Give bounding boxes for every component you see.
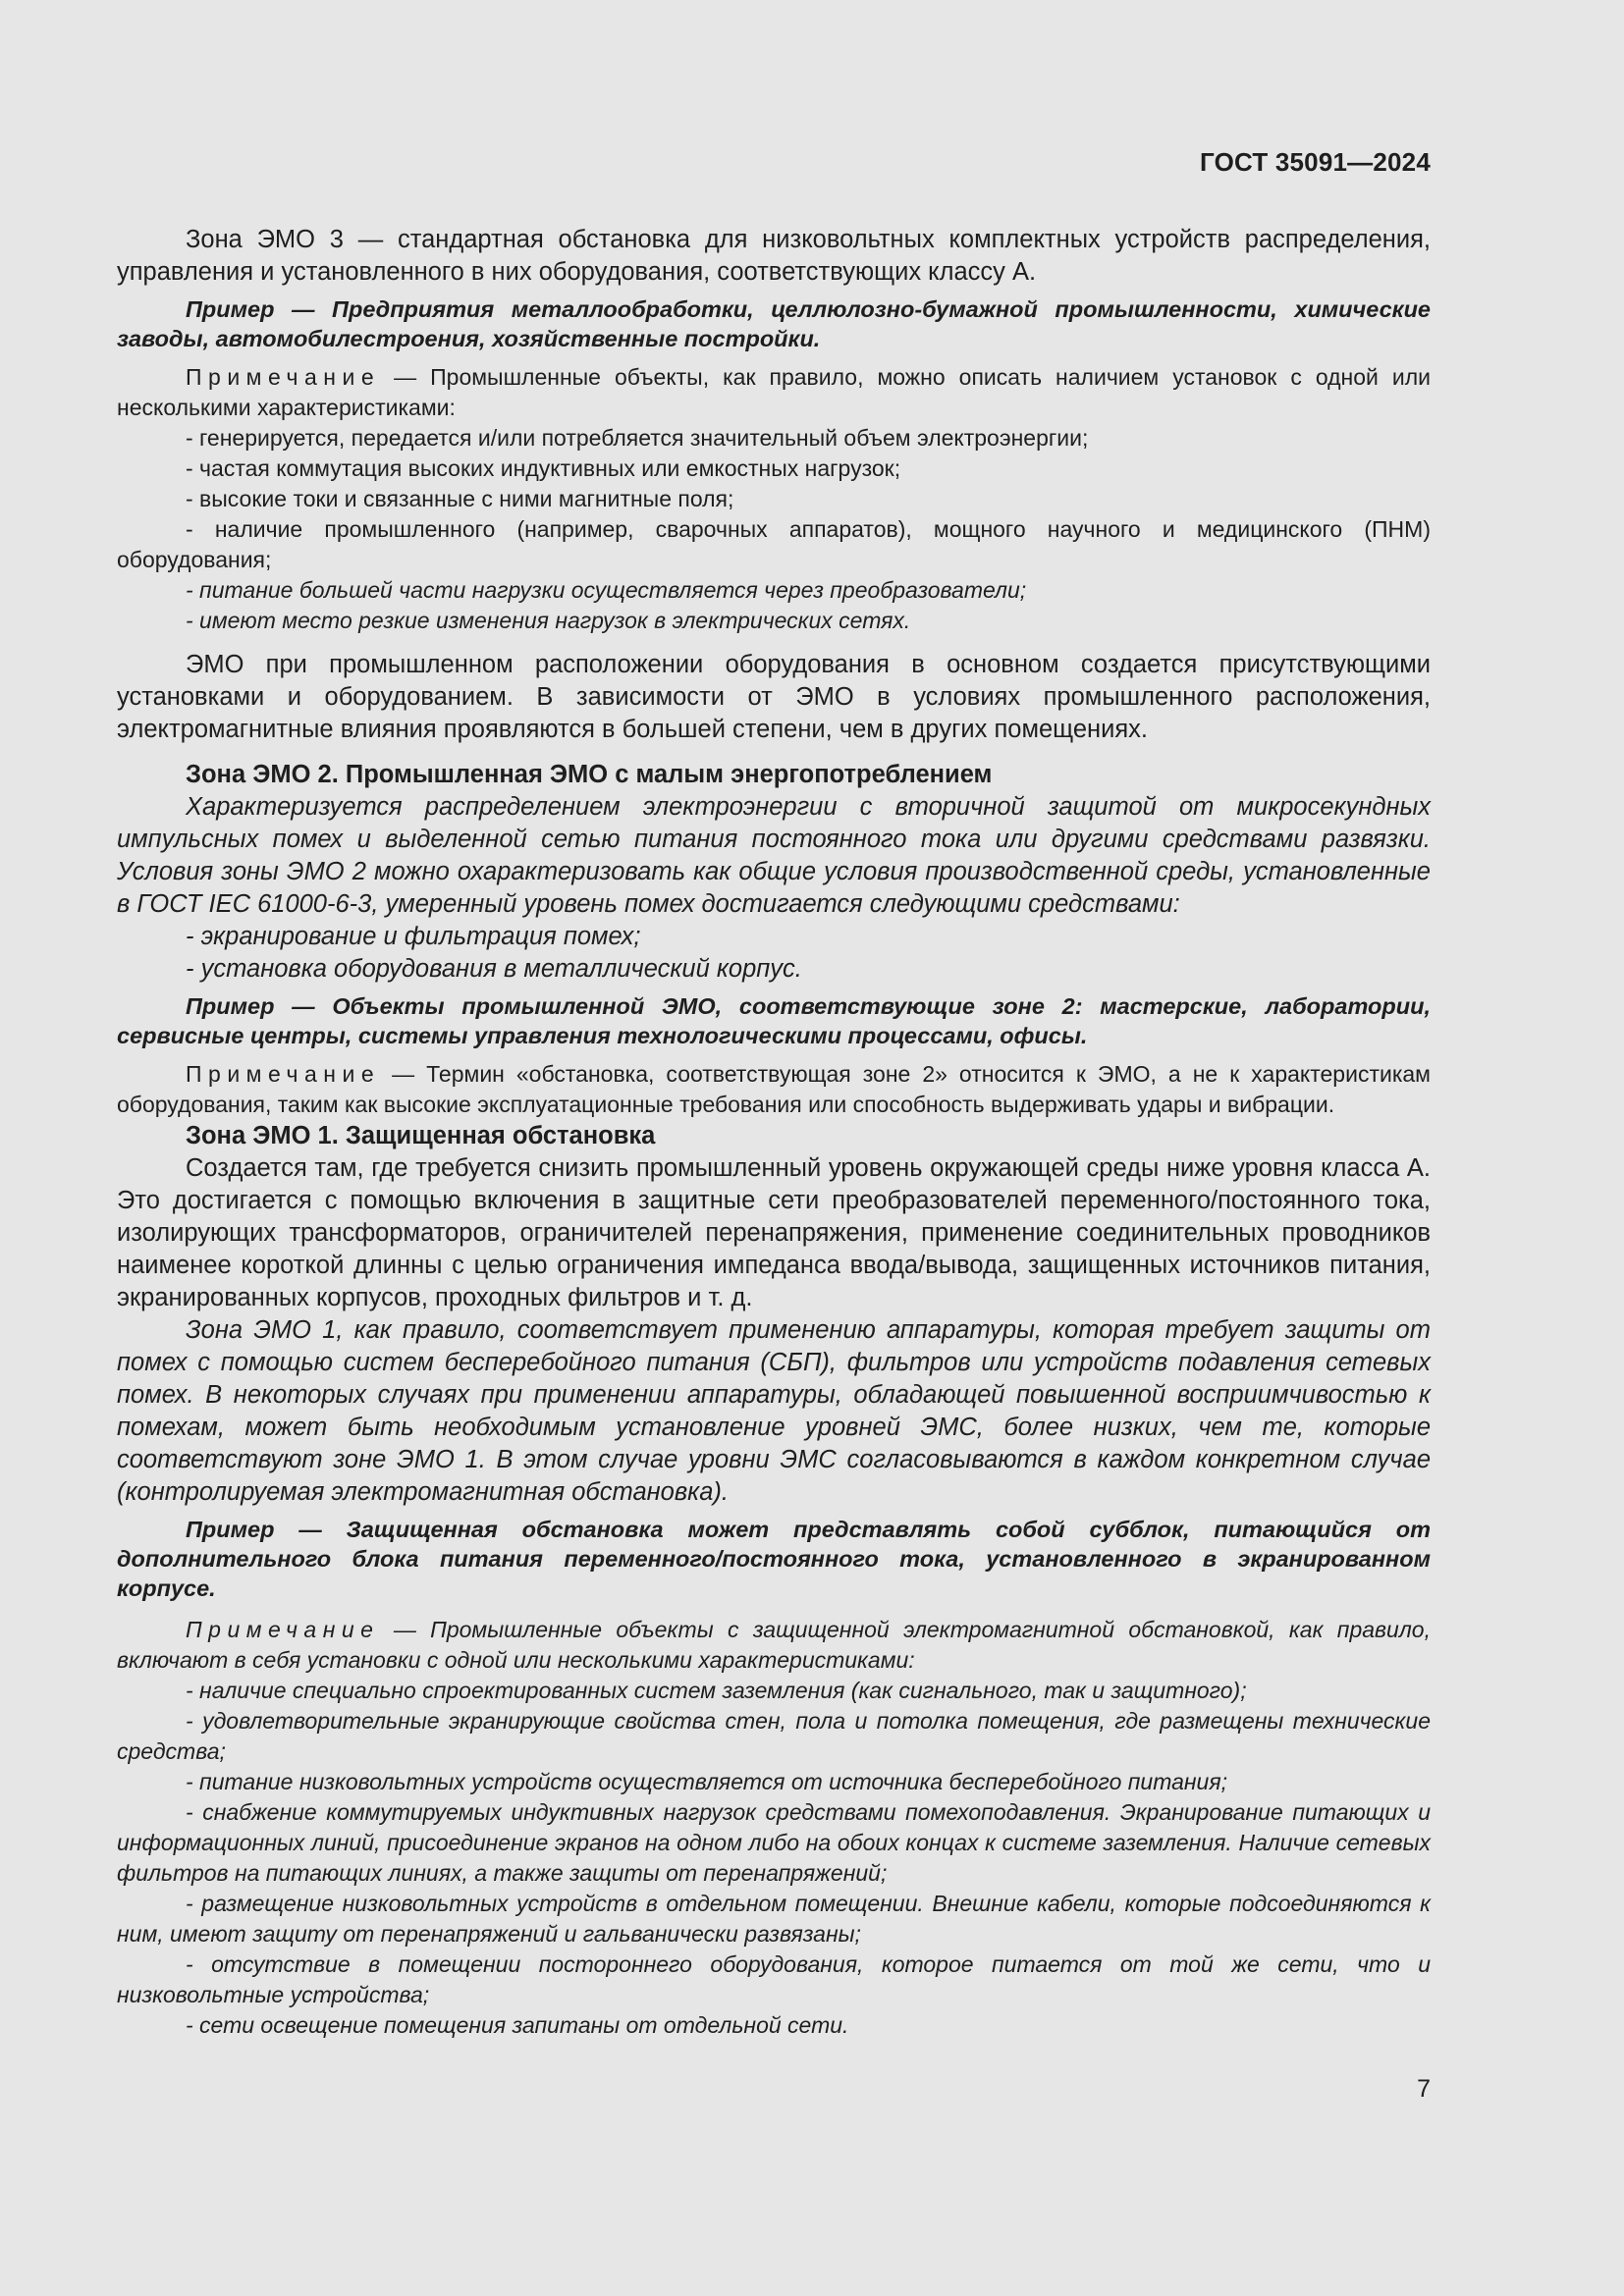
zone3-intro-paragraph: Зона ЭМО 3 — стандартная обстановка для низковольтных комплектных устройств распределения, управления и установленного в них оборудования, соответствующих классу А.: [117, 226, 1431, 286]
zone1-note: [117, 1615, 1431, 1676]
zone3-list-item: - генерируется, передается и/или потребляется значительный объем электроэнергии;: [186, 425, 1089, 451]
document-id: ГОСТ 35091—2024: [1200, 147, 1431, 177]
note-text: — Промышленные объекты, как правило, можно описать наличием установок с одной или несколькими характеристиками:: [117, 364, 1431, 420]
note-text: — Термин «обстановка, соответствующая зоне 2» относится к ЭМО, а не к характеристикам оборудования, таким как высокие эксплуатационные требования или способность выдерживать удары и вибрации.: [117, 1061, 1431, 1117]
zone2-example: Пример — Объекты промышленной ЭМО, соответствующие зоне 2: мастерские, лаборатории, сервисные центры, системы управления технологическими процессами, офисы.: [117, 993, 1431, 1048]
zone1-list-item: - снабжение коммутируемых индуктивных нагрузок средствами помехоподавления. Экранирование питающих и информационных линий, присоединение экранов на одном либо на обоих концах к системе заземления. Наличие сетевых фильтров на питающих линиях, а также защиты от перенапряжений;: [117, 1799, 1431, 1886]
note-label: Примечание: [186, 364, 381, 390]
zone3-list-item: - частая коммутация высоких индуктивных или емкостных нагрузок;: [186, 455, 901, 481]
page-number: 7: [1417, 2075, 1431, 2103]
note-label: Примечание: [186, 1061, 381, 1087]
note-text: — Промышленные объекты с защищенной электромагнитной обстановкой, как правило, включают в себя установки с одной или несколькими характеристиками:: [117, 1617, 1431, 1673]
zone2-note: [117, 1059, 1431, 1120]
zone3-list-item: - имеют место резкие изменения нагрузок в электрических сетях.: [186, 608, 911, 633]
zone1-list-item: - размещение низковольтных устройств в отдельном помещении. Внешние кабели, которые подсоединяются к ним, имеют защиту от перенапряжений и гальванически развязаны;: [117, 1891, 1431, 1947]
zone2-paragraph: Характеризуется распределением электроэнергии с вторичной защитой от микросекундных импульсных помех и выделенной сетью питания постоянного тока или другими средствами развязки. Условия зоны ЭМО 2 можно охарактеризовать как общие условия производственной среды, установленные в ГОСТ IEC 61000-6-3, умеренный уровень помех достигается следующими средствами:: [117, 793, 1431, 918]
zone1-list-item: - наличие специально спроектированных систем заземления (как сигнального, так и защитного);: [186, 1678, 1247, 1703]
zone3-note: [117, 362, 1431, 423]
zone2-list-item: - экранирование и фильтрация помех;: [186, 923, 641, 950]
zone1-list-item: - отсутствие в помещении постороннего оборудования, которое питается от той же сети, что и низковольтные устройства;: [117, 1951, 1431, 2007]
zone3-list-item: - высокие токи и связанные с ними магнитные поля;: [186, 486, 734, 511]
zone1-paragraph: Создается там, где требуется снизить промышленный уровень окружающей среды ниже уровня класса А. Это достигается с помощью включения в защитные сети преобразователей переменного/постоянного тока, изолирующих трансформаторов, ограничителей перенапряжения, применение соединительных проводников наименее короткой длинны с целью ограничения импеданса ввода/вывода, защищенных источников питания, экранированных корпусов, проходных фильтров и т. д.: [117, 1154, 1431, 1311]
zone3-example: Пример — Предприятия металлообработки, целлюлозно-бумажной промышленности, химические заводы, автомобилестроения, хозяйственные постройки.: [117, 296, 1431, 351]
note-label: Примечание: [186, 1617, 380, 1642]
zone1-example: Пример — Защищенная обстановка может представлять собой субблок, питающийся от дополнительного блока питания переменного/постоянного тока, установленного в экранированном корпусе.: [117, 1517, 1431, 1601]
zone1-list-item: - удовлетворительные экранирующие свойства стен, пола и потолка помещения, где размещены технические средства;: [117, 1708, 1431, 1764]
zone3-list-item: - наличие промышленного (например, сварочных аппаратов), мощного научного и медицинского (ПНМ) оборудования;: [117, 516, 1431, 572]
zone1-paragraph-italic: Зона ЭМО 1, как правило, соответствует применению аппаратуры, которая требует защиты от помех с помощью систем бесперебойного питания (СБП), фильтров или устройств подавления сетевых помех. В некоторых случаях при применении аппаратуры, обладающей повышенной восприимчивостью к помехам, может быть необходимым установление уровней ЭМС, более низких, чем те, которые соответствуют зоне ЭМО 1. В этом случае уровни ЭМС согласовываются в каждом конкретном случае (контролируемая электромагнитная обстановка).: [117, 1316, 1431, 1506]
zone1-list-item: - сети освещение помещения запитаны от отдельной сети.: [186, 2012, 849, 2038]
zone1-list-item: - питание низковольтных устройств осуществляется от источника бесперебойного питания;: [186, 1769, 1228, 1794]
page-body: [117, 224, 1431, 2041]
industrial-paragraph: ЭМО при промышленном расположении оборудования в основном создается присутствующими установками и оборудованием. В зависимости от ЭМО в условиях промышленного расположения, электромагнитные влияния проявляются в большей степени, чем в других помещениях.: [117, 651, 1431, 743]
zone2-heading: Зона ЭМО 2. Промышленная ЭМО с малым энергопотреблением: [186, 761, 993, 788]
zone2-list-item: - установка оборудования в металлический корпус.: [186, 955, 802, 983]
zone3-list-item: - питание большей части нагрузки осуществляется через преобразователи;: [186, 577, 1027, 603]
zone1-heading: Зона ЭМО 1. Защищенная обстановка: [186, 1122, 656, 1149]
